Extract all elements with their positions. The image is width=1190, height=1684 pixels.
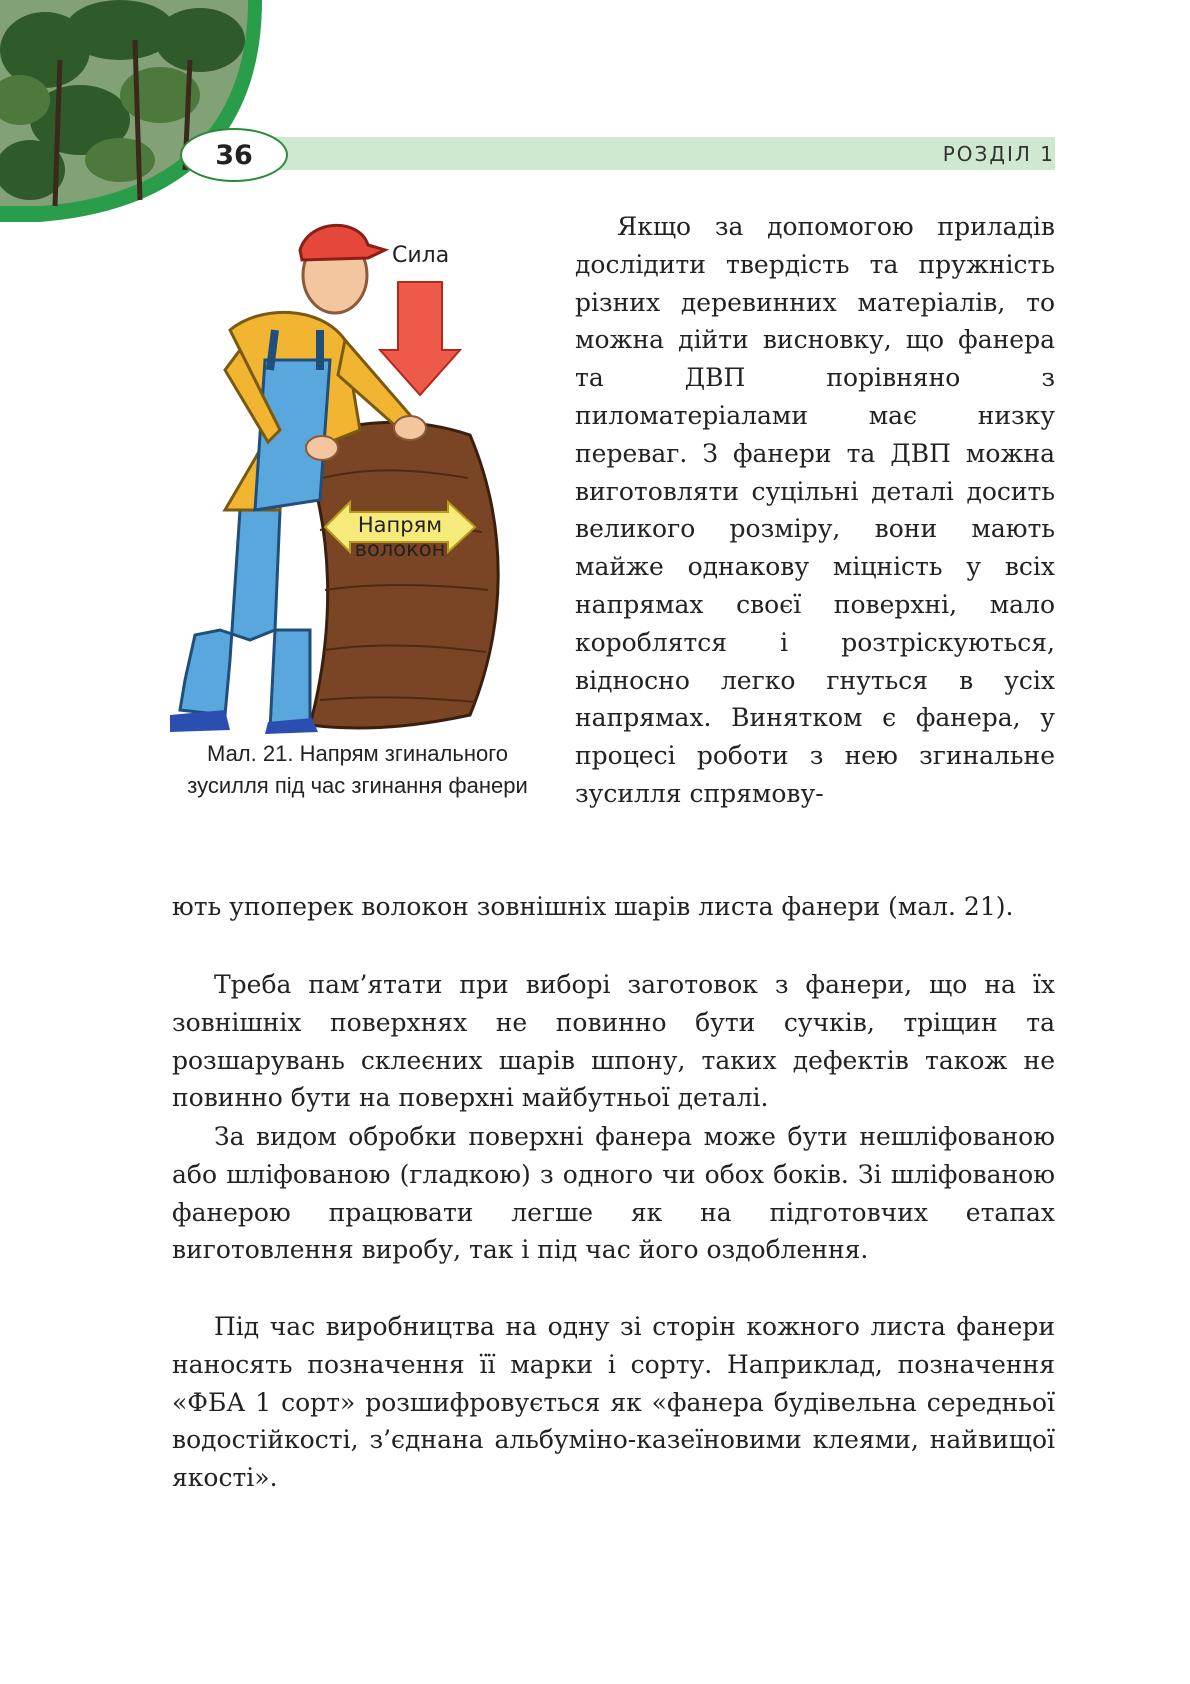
fiber-label-line2: волокон (354, 537, 446, 561)
paragraph-1-continuation: ють упоперек волокон зовнішніх шарів листа фанери (мал. 21). (172, 892, 1014, 921)
figure-plywood-bending (170, 210, 560, 735)
paragraph-4: Під час виробництва на одну зі сторін кожного листа фанери наносять позначення її марки і сорту. Наприклад, позначення «ФБА 1 сорт» розшифровується як «фанера будівельна середньої водостійкості, з’єднана альбуміно-казеїновими клеями, найвищої якості». (172, 1312, 1055, 1493)
force-label: Сила (392, 243, 450, 268)
section-label: РОЗДІЛ 1 (942, 142, 1055, 166)
fiber-label-line1: Напрям (357, 513, 443, 537)
paragraph-3: За видом обробки поверхні фанера може бути нешліфованою або шліфованою (гладкою) з одного чи обох боків. Зі шліфованою фанерою працювати легше як на підготовчих етапах виготовлення виробу, так і під час його оздоблення. (172, 1122, 1055, 1265)
page-number: 36 (180, 128, 288, 182)
figure-caption: Мал. 21. Напрям згинального зусилля під час згинання фанери (187, 741, 528, 798)
paragraph-2: Треба пам’ятати при виборі заготовок з фанери, що на їх зовнішніх поверхнях не повинно бути сучків, тріщин та розшарувань склеєних шарів шпону, таких дефектів також не повинно бути на поверхні майбутньої деталі. (172, 970, 1055, 1113)
forest-corner-image (0, 0, 270, 230)
paragraph-1-column: Якщо за допомогою приладів дослідити твердість та пружність різних деревинних матеріалів, то можна дійти висновку, що фанера та ДВП порівняно з пиломатеріалами має низку переваг. З фанери та ДВП можна виготовляти суцільні деталі досить великого розміру, вони мають майже однакову міцність у всіх напрямах своєї поверхні, мало короблятся і розтріскуються, відносно легко гнуться в усіх напрямах. Винятком є фанера, у процесі роботи з нею згинальне зусилля спрямову- (575, 212, 1055, 808)
header-band (250, 137, 1055, 170)
